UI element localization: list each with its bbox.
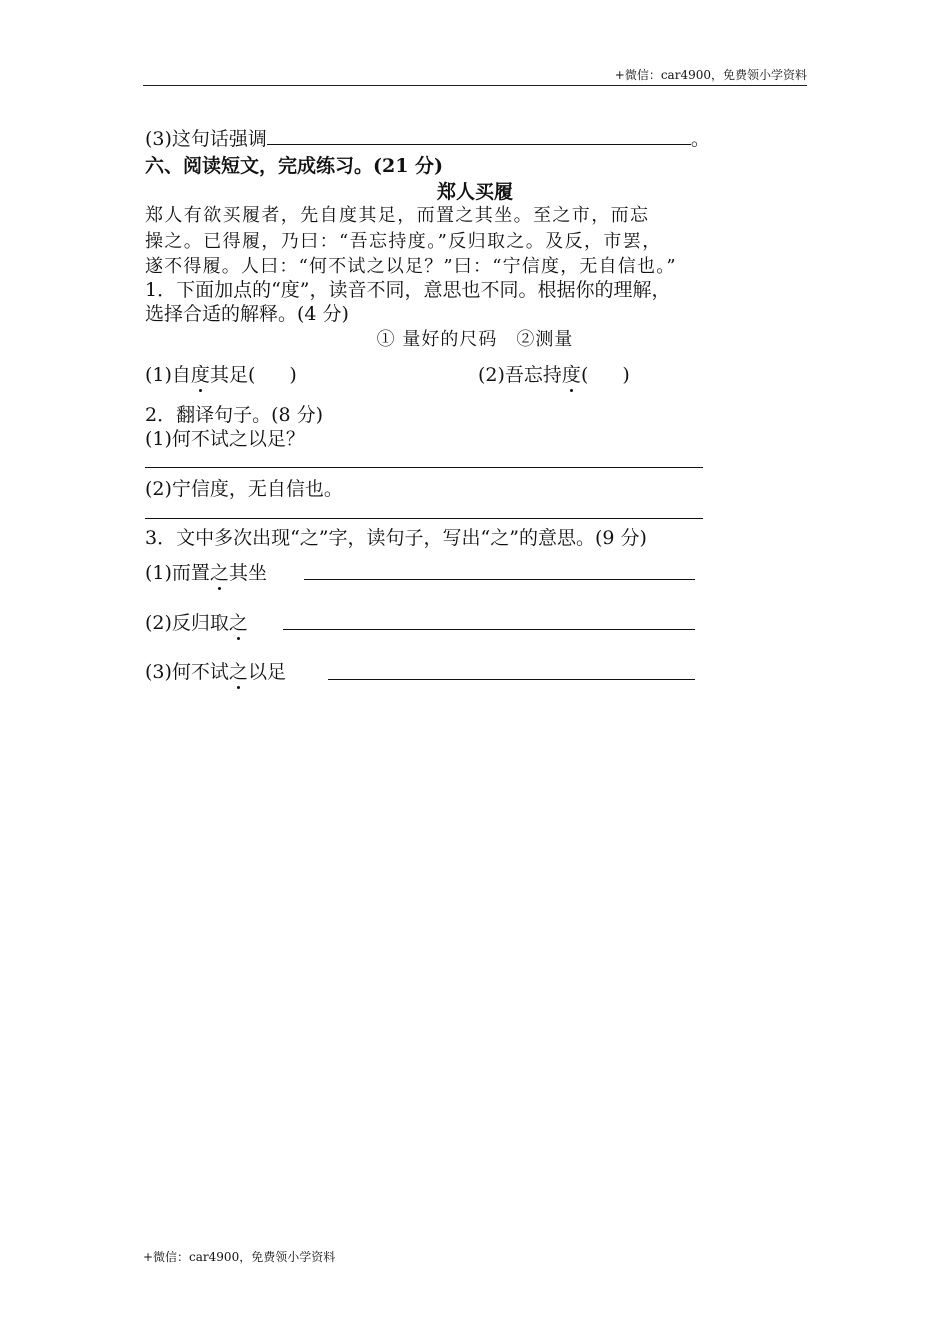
q3-item-2-pre: (2)反归取 (145, 612, 229, 634)
q3-item-3 (145, 657, 286, 684)
emphasis-dot-char: 度 (562, 360, 581, 387)
q1-item-2-pre: (2)吾忘持 (478, 364, 562, 386)
q2-item-1: (1)何不试之以足？ (145, 428, 305, 450)
q1-item-1-post: 其足( (209, 364, 256, 386)
q3-item-1-answer-line[interactable] (304, 579, 695, 580)
q1-item-2-post: ( (580, 364, 589, 386)
emphasis-dot-char: 之 (229, 657, 248, 684)
header-note: +微信：car4900，免费领小学资料 (614, 68, 807, 82)
q5-3-prefix: (3)这句话强调 (145, 128, 267, 150)
story-line-2: 操之。已得履，乃曰：“吾忘持度。”反归取之。及反，市罢， (145, 231, 662, 252)
q3-item-3-pre: (3)何不试 (145, 661, 229, 683)
q1-item-1-pre: (1)自 (145, 364, 191, 386)
q1-item-1-close: ) (289, 364, 297, 386)
q2-heading: 2．翻译句子。(8 分) (145, 404, 324, 426)
q1-item-2-close: ) (622, 364, 630, 386)
q3-item-3-answer-line[interactable] (328, 679, 695, 680)
section-6-heading: 六、阅读短文，完成练习。(21 分) (145, 155, 444, 177)
story-line-3: 遂不得履。人曰：“何不试之以足？”曰：“宁信度，无自信也。” (145, 256, 677, 277)
footer-note: +微信：car4900，免费领小学资料 (143, 1250, 336, 1264)
q3-item-3-post: 以足 (247, 661, 286, 683)
q3-item-1-pre: (1)而置 (145, 562, 210, 584)
q3-heading: 3．文中多次出现“之”字，读句子，写出“之”的意思。(9 分) (145, 527, 647, 549)
emphasis-dot-char: 之 (210, 558, 229, 585)
q2-item-1-answer-line[interactable] (145, 467, 703, 468)
q2-item-2: (2)宁信度，无自信也。 (145, 478, 343, 500)
q3-item-2-answer-line[interactable] (283, 629, 695, 630)
emphasis-dot-char: 度 (191, 360, 210, 387)
q3-item-2 (145, 608, 248, 635)
q5-3-answer-blank[interactable] (267, 128, 691, 145)
story-line-1: 郑人有欲买履者，先自度其足，而置之其坐。至之市，而忘 (145, 205, 650, 226)
q5-3-suffix: 。 (690, 128, 710, 150)
q3-item-1-post: 其坐 (228, 562, 267, 584)
story-title: 郑人买履 (436, 181, 513, 203)
q1-options: ① 量好的尺码 ②测量 (376, 329, 574, 350)
q1-text-line-1: 1．下面加点的“度”，读音不同，意思也不同。根据你的理解， (145, 279, 671, 301)
q1-text-line-2: 选择合适的解释。(4 分) (145, 303, 349, 325)
header-rule (143, 85, 807, 86)
q1-item-2 (478, 360, 630, 387)
q2-item-2-answer-line[interactable] (145, 518, 703, 519)
q1-item-1 (145, 360, 297, 387)
q5-3-line (145, 124, 710, 151)
emphasis-dot-char: 之 (229, 608, 248, 635)
q3-item-1 (145, 558, 267, 585)
